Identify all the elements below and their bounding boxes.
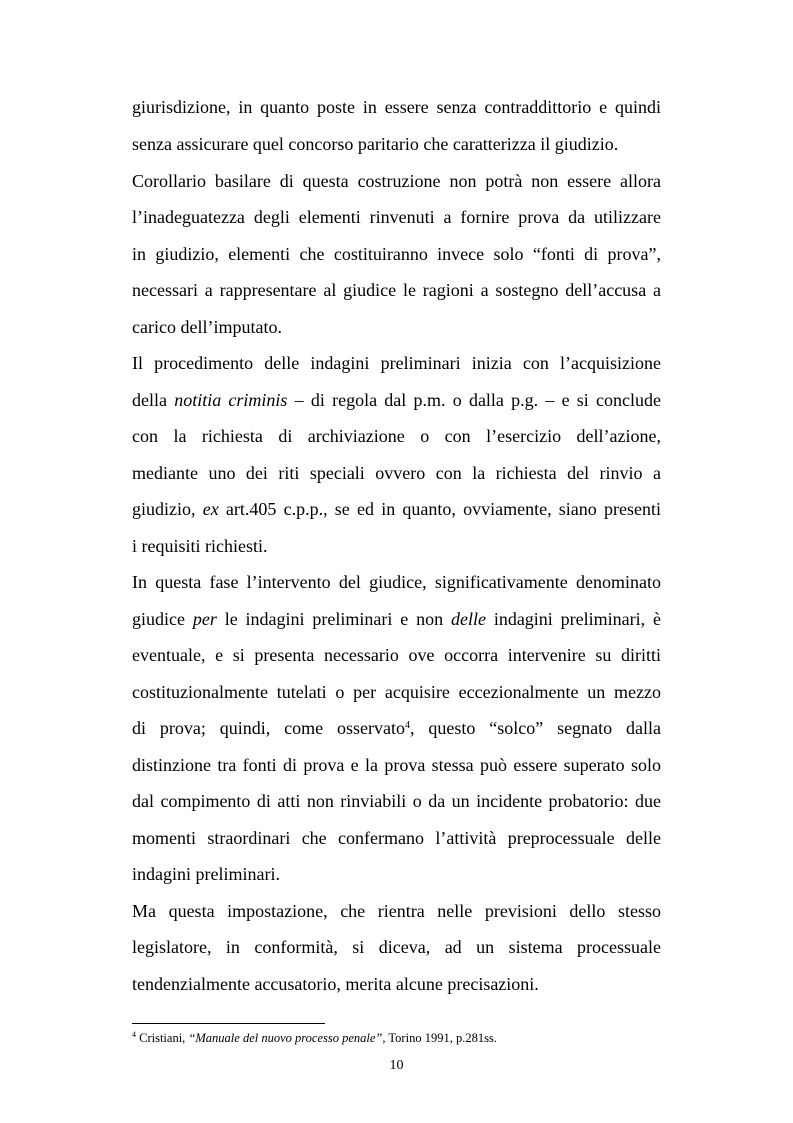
text-line bbox=[132, 608, 661, 630]
text-line: eventuale, e si presenta necessario ove occorra intervenire su diritti bbox=[132, 645, 661, 665]
text-run: giudizio, bbox=[132, 499, 203, 519]
text-line: In questa fase l’intervento del giudice, significativamente denominato bbox=[132, 572, 661, 592]
text-run: , questo “solco” segnato dalla bbox=[410, 718, 662, 738]
text-line: Ma questa impostazione, che rientra nelle previsioni dello stesso bbox=[132, 901, 661, 921]
text-line: i requisiti richiesti. bbox=[132, 536, 268, 556]
footnote-reference[interactable]: 4 bbox=[405, 720, 411, 731]
text-run: giudice bbox=[132, 609, 193, 629]
text-line: mediante uno dei riti speciali ovvero con la richiesta del rinvio a bbox=[132, 463, 661, 483]
text-line: momenti straordinari che confermano l’attività preprocessuale delle bbox=[132, 828, 661, 848]
text-line bbox=[132, 389, 661, 411]
italic-term: delle bbox=[450, 609, 486, 629]
footnote bbox=[132, 1030, 497, 1046]
text-line: distinzione tra fonti di prova e la prova stessa può essere superato solo bbox=[132, 755, 661, 775]
text-line: carico dell’imputato. bbox=[132, 317, 282, 337]
text-line: dal compimento di atti non rinviabili o da un incidente probatorio: due bbox=[132, 791, 661, 811]
text-line bbox=[132, 498, 661, 520]
text-run: della bbox=[132, 390, 175, 410]
text-run: art.405 c.p.p., se ed in quanto, ovviamente, siano presenti bbox=[218, 499, 661, 519]
text-run: di prova; quindi, come osservato bbox=[132, 718, 406, 738]
text-line: indagini preliminari. bbox=[132, 864, 280, 884]
text-line: Il procedimento delle indagini preliminari inizia con l’acquisizione bbox=[132, 353, 661, 373]
footnote-author: Cristiani, bbox=[136, 1031, 189, 1045]
footnote-separator bbox=[132, 1023, 325, 1024]
italic-term: notitia criminis bbox=[174, 390, 288, 410]
text-line: necessari a rappresentare al giudice le ragioni a sostegno dell’accusa a bbox=[132, 280, 661, 300]
text-line: in giudizio, elementi che costituiranno invece solo “fonti di prova”, bbox=[132, 244, 661, 264]
page-number: 10 bbox=[389, 1058, 404, 1073]
text-line: senza assicurare quel concorso paritario che caratterizza il giudizio. bbox=[132, 134, 619, 154]
text-line: l’inadeguatezza degli elementi rinvenuti a fornire prova da utilizzare bbox=[132, 207, 661, 227]
footnote-rest: , Torino 1991, p.281ss. bbox=[382, 1031, 497, 1045]
footnote-title: “Manuale del nuovo processo penale” bbox=[188, 1031, 383, 1045]
text-line: tendenzialmente accusatorio, merita alcune precisazioni. bbox=[132, 974, 539, 994]
text-line: con la richiesta di archiviazione o con l’esercizio dell’azione, bbox=[132, 426, 661, 446]
footnote-mark: 4 bbox=[132, 1030, 136, 1039]
text-run: indagini preliminari, è bbox=[485, 609, 661, 629]
text-line bbox=[132, 717, 661, 739]
text-line: Corollario basilare di questa costruzione non potrà non essere allora bbox=[132, 171, 661, 191]
text-run: le indagini preliminari e non bbox=[216, 609, 451, 629]
text-line: legislatore, in conformità, si diceva, ad un sistema processuale bbox=[132, 937, 661, 957]
text-line: giurisdizione, in quanto poste in essere senza contraddittorio e quindi bbox=[132, 97, 661, 117]
italic-term: ex bbox=[202, 499, 219, 519]
text-run: – di regola dal p.m. o dalla p.g. – e si conclude bbox=[287, 390, 661, 410]
italic-term: per bbox=[192, 609, 217, 629]
text-line: costituzionalmente tutelati o per acquisire eccezionalmente un mezzo bbox=[132, 682, 661, 702]
